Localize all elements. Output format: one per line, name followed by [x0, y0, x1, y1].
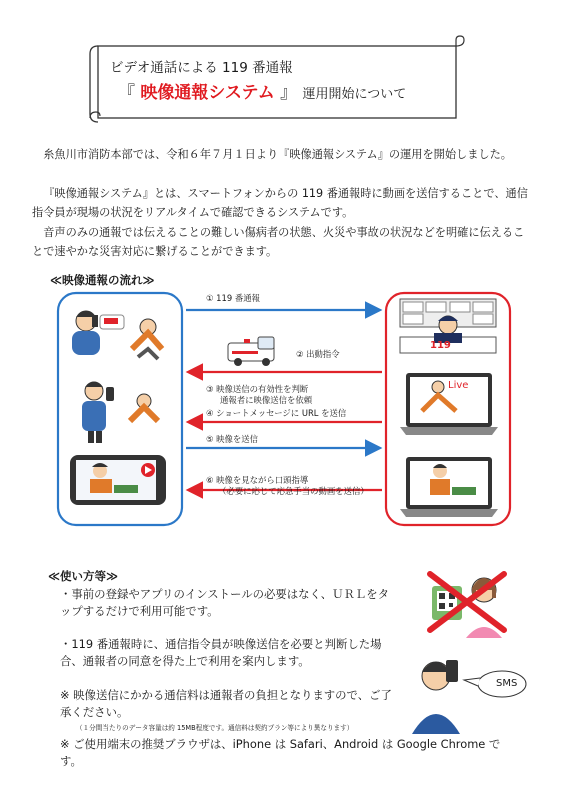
usage-bullet-1: ・事前の登録やアプリのインストールの必要はなく、ＵＲＬをタップするだけで利用可能です。 [60, 587, 390, 618]
usage-note-2: ※ ご使用端末の推奨ブラウザは、iPhone は Safari、Android は Google Chrome です。 [60, 737, 501, 768]
flow-step-5: ⑤ 映像を送信 [206, 434, 259, 444]
sms-phone-icon [412, 660, 526, 734]
title-line2 [118, 78, 406, 103]
usage-note-1: ※ 映像送信にかかる通信料は通報者の負担となりますので、ご了承ください。 [60, 688, 392, 719]
usage-heading: ≪使い方等≫ [48, 569, 119, 583]
flow-step-4: ④ ショートメッセージに URL を送信 [206, 408, 347, 418]
title-highlight: 映像通報システム [140, 83, 275, 103]
flow-heading: ≪映像通報の流れ≫ [50, 273, 155, 287]
title-bracket-close: 』 [280, 83, 298, 103]
intro-paragraph-2: 『映像通報システム』とは、スマートフォンからの 119 番通報時に動画を送信することで、通信指令員が現場の状況をリアルタイムで確認できるシステムです。 [32, 187, 528, 219]
flow-step-2: ② 出動指令 [296, 349, 340, 359]
title-line1: ビデオ通話による 119 番通報 [110, 60, 293, 76]
flow-step-3-sub: 通報者に映像送信を依頼 [220, 395, 313, 405]
live-label: Live [448, 380, 469, 391]
flow-step-1: ① 119 番通報 [206, 293, 260, 303]
laptop-video-icon [400, 457, 498, 517]
usage-illustrations [420, 568, 540, 738]
usage-note-1-detail: （１分間当たりのデータ容量は約 15MB程度です。通信料は契約プラン等により異なります） [76, 724, 354, 732]
no-qr-code-icon [430, 574, 504, 638]
usage-bullet-2: ・119 番通報時に、通信指令員が映像送信を必要と判断した場合、通報者の同意を得た上で利用を案内します。 [60, 637, 382, 668]
intro-paragraph-1: 糸魚川市消防本部では、令和６年７月１日より『映像通報システム』の運用を開始しました。 [43, 148, 512, 161]
flow-step-6-sub: （必要に応じて応急手当の動画を送信） [218, 486, 369, 496]
title-suffix: 運用開始について [302, 87, 407, 102]
sms-label: SMS [496, 678, 518, 689]
smartphone-video-icon [70, 455, 166, 505]
ambulance-icon [228, 337, 274, 366]
title-bracket-open: 『 [118, 83, 135, 103]
dispatch-119-label: 119 [430, 340, 451, 351]
flow-step-6: ⑥ 映像を見ながら口頭指導 [206, 475, 309, 485]
intro-paragraph-3: 音声のみの通報では伝えることの難しい傷病者の状態、火災や事故の状況などを明確に伝えることで速やかな災害対応に繋げることができます。 [32, 226, 525, 258]
flow-step-3: ③ 映像送信の有効性を判断 [206, 384, 309, 394]
